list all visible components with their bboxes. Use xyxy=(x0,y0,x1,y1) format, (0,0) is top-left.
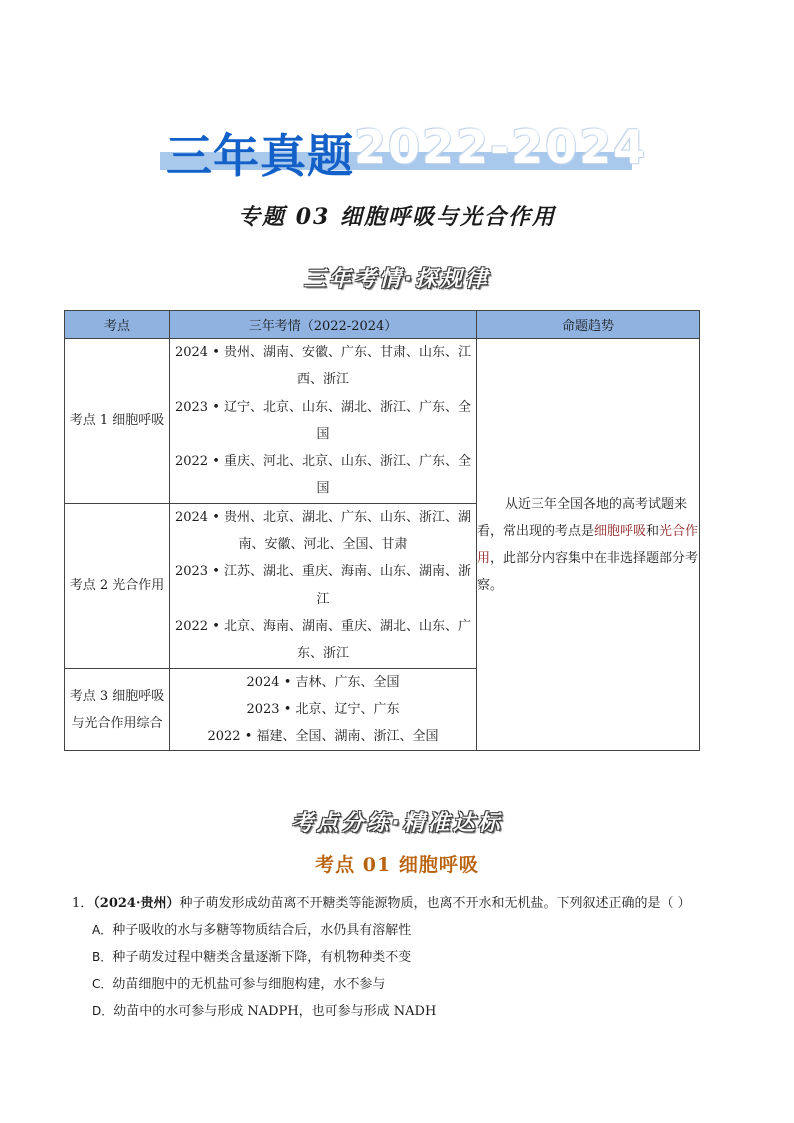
header-point: 考点 xyxy=(65,311,170,339)
option-text: 种子萌发过程中糖类含量逐渐下降，有机物种类不变 xyxy=(112,950,412,965)
section-banner-practice: 考点分练·精准达标 xyxy=(291,811,503,836)
header-years: 三年考情（2022-2024） xyxy=(170,311,477,339)
section-banner-exam-analysis: 三年考情·探规律 xyxy=(303,267,491,292)
question-source: （2024·贵州） xyxy=(93,896,180,911)
year-line: 2024 • 贵州、湖南、安徽、广东、甘肃、山东、江西、浙江 xyxy=(174,345,472,388)
year-line: 2023 • 北京、辽宁、广东 xyxy=(246,701,400,717)
trend-text: ，此部分内容集中在非选择题部分考察。 xyxy=(477,550,699,593)
banner-main-text: 三年真题 xyxy=(166,129,354,183)
question-text: 种子萌发形成幼苗离不开糖类等能源物质，也离不开水和无机盐。下列叙述正确的是（ ） xyxy=(179,896,691,911)
table-header-row xyxy=(65,311,700,339)
year-line: 2024 • 吉林、广东、全国 xyxy=(246,674,400,690)
question-1 xyxy=(72,890,752,1025)
option-c xyxy=(72,971,752,998)
years-cell xyxy=(170,503,477,668)
point-cell: 考点 2 光合作用 xyxy=(65,503,170,668)
option-text: 幼苗细胞中的无机盐可参与细胞构建，水不参与 xyxy=(112,977,386,992)
year-line: 2023 • 江苏、湖北、重庆、海南、山东、湖南、浙江 xyxy=(174,564,472,607)
option-letter: D． xyxy=(92,1004,114,1018)
option-letter: B． xyxy=(92,950,113,964)
year-line: 2024 • 贵州、北京、湖北、广东、山东、浙江、湖南、安徽、河北、全国、甘肃 xyxy=(174,509,472,553)
trend-text: 和 xyxy=(646,523,660,539)
table-row xyxy=(65,339,700,504)
option-text: 幼苗中的水可参与形成 NADPH，也可参与形成 NADH xyxy=(113,1004,437,1019)
title-banner xyxy=(156,118,648,183)
trend-text: 从近三年全国各地的高考试题来看，常出现的考点是 xyxy=(477,496,688,539)
year-line: 2022 • 重庆、河北、北京、山东、浙江、广东、全国 xyxy=(174,454,472,497)
option-d xyxy=(72,998,752,1025)
banner-years: 2022-2024 xyxy=(354,120,648,174)
question-number: 1． xyxy=(72,896,94,911)
year-line: 2023 • 辽宁、北京、山东、湖北、浙江、广东、全国 xyxy=(174,399,472,442)
trend-highlight-photosynthesis: 光合作用 xyxy=(477,523,699,566)
option-a xyxy=(72,917,752,944)
point-cell: 考点 3 细胞呼吸与光合作用综合 xyxy=(65,668,170,751)
option-letter: A． xyxy=(92,923,113,937)
point-cell: 考点 1 细胞呼吸 xyxy=(65,339,170,504)
option-letter: C． xyxy=(92,977,113,991)
year-line: 2022 • 北京、海南、湖南、重庆、湖北、山东、广东、浙江 xyxy=(174,618,472,662)
exam-point-heading: 考点 01 细胞呼吸 xyxy=(315,854,479,876)
header-trend: 命题趋势 xyxy=(477,311,700,339)
topic-title: 专题 03 细胞呼吸与光合作用 xyxy=(238,204,556,230)
exam-analysis-table xyxy=(64,310,700,751)
trend-cell xyxy=(477,339,700,751)
trend-highlight-respiration: 细胞呼吸 xyxy=(594,523,647,539)
option-text: 种子吸收的水与多糖等物质结合后，水仍具有溶解性 xyxy=(112,923,412,938)
option-b xyxy=(72,944,752,971)
years-cell xyxy=(170,668,477,751)
years-cell xyxy=(170,339,477,504)
question-stem xyxy=(72,890,752,917)
year-line: 2022 • 福建、全国、湖南、浙江、全国 xyxy=(207,729,439,745)
